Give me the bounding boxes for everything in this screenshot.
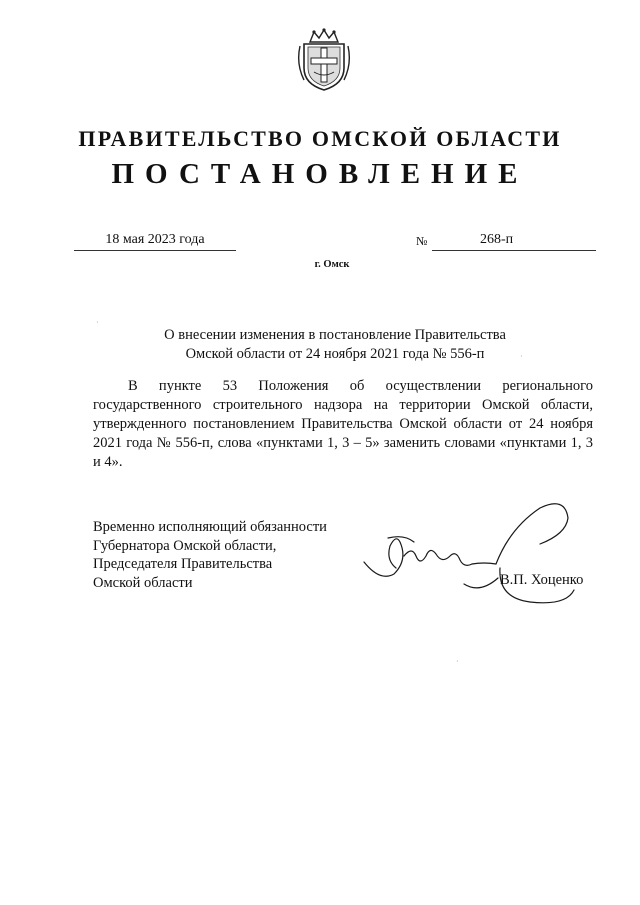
- subject-line-2: Омской области от 24 ноября 2021 года № 556-п: [185, 346, 485, 362]
- body-paragraph: В пункте 53 Положения об осуществлении регионального государственного строительного надзора на территории Омской области, утвержденного постановлением Правительства Омской области от 24 ноября 2021 года № 556-п, слова «пунктами 1, 3 – 5» заменить словами «пунктами 1, 3 и 4».: [93, 378, 593, 470]
- signer-position: [93, 518, 327, 592]
- signer-line-1: Временно исполняющий обязанности: [93, 519, 327, 535]
- signer-name: В.П. Хоценко: [500, 572, 584, 588]
- signer-line-2: Губернатора Омской области,: [93, 537, 277, 554]
- document-subject: [140, 326, 530, 364]
- document-date: 18 мая 2023 года: [74, 232, 236, 251]
- scan-speck: ·: [520, 352, 523, 361]
- scan-speck: ·: [96, 318, 99, 327]
- signer-line-4: Омской области: [93, 574, 193, 591]
- number-label: №: [416, 234, 428, 248]
- subject-line-1: О внесении изменения в постановление Правительства: [164, 327, 506, 343]
- handwritten-signature: [360, 498, 585, 608]
- organization-title: ПРАВИТЕЛЬСТВО ОМСКОЙ ОБЛАСТИ: [78, 126, 562, 151]
- document-number-field: [432, 232, 596, 251]
- scan-speck: ·: [456, 657, 459, 666]
- city-label: г. Омск: [314, 259, 350, 270]
- signer-line-3: Председателя Правительства: [93, 556, 273, 572]
- document-type-title: ПОСТАНОВЛЕНИЕ: [111, 158, 529, 190]
- document-number: 268-п: [480, 232, 514, 247]
- coat-of-arms-icon: [296, 28, 352, 92]
